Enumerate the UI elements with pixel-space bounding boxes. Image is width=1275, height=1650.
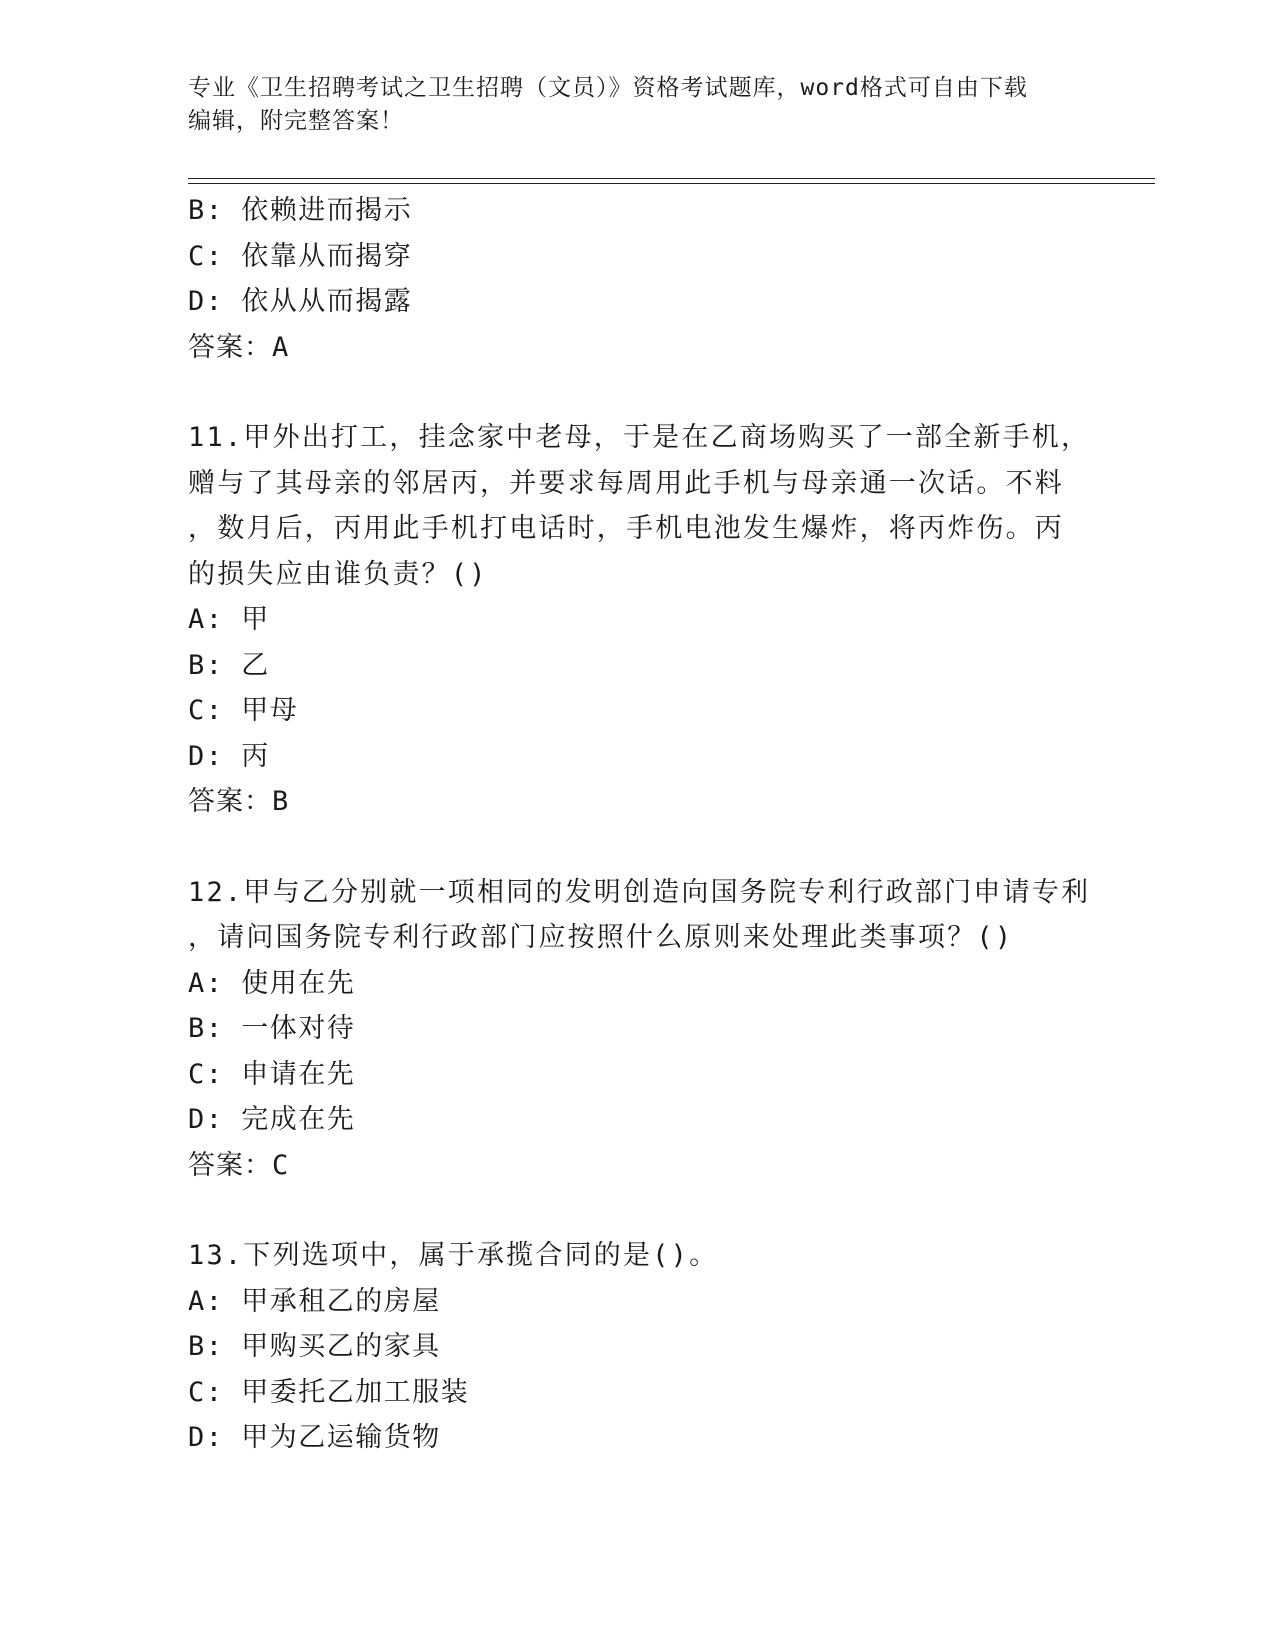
question-10 <box>188 188 1088 370</box>
option-b: B: 一体对待 <box>188 1013 356 1044</box>
option-d: D: 丙 <box>188 740 270 772</box>
answer-label: 答案： <box>188 1149 272 1181</box>
question-12 <box>188 870 1091 961</box>
option-d: D: 依从从而揭露 <box>188 286 413 317</box>
option-b: B: 甲购买乙的家具 <box>188 1331 441 1362</box>
question-text-line: 12.甲与乙分别就一项相同的发明创造向国务院专利行政部门申请专利 <box>188 876 1091 908</box>
header-line-2: 编辑，附完整答案！ <box>188 108 404 134</box>
question-11-options <box>188 597 1088 825</box>
option-c: C: 申请在先 <box>188 1058 356 1090</box>
question-text-line: 赠与了其母亲的邻居丙，并要求每周用此手机与母亲通一次话。不料 <box>188 467 1064 499</box>
option-a: A: 甲 <box>188 604 270 635</box>
header-divider-top <box>188 178 1155 179</box>
header-divider-bottom <box>188 183 1155 184</box>
option-d: D: 甲为乙运输货物 <box>188 1422 441 1453</box>
question-13 <box>188 1233 1088 1279</box>
option-c: C: 甲母 <box>188 695 299 726</box>
answer-value: C <box>272 1149 290 1181</box>
option-a: A: 使用在先 <box>188 967 356 999</box>
option-b: B: 乙 <box>188 649 270 681</box>
option-c: C: 依靠从而揭穿 <box>188 240 413 272</box>
question-11 <box>188 415 1091 597</box>
answer-line <box>188 325 1088 371</box>
option-d: D: 完成在先 <box>188 1104 356 1135</box>
question-text-line: 11.甲外出打工，挂念家中老母，于是在乙商场购买了一部全新手机， <box>188 422 1091 453</box>
question-content <box>188 188 1091 1461</box>
question-text-line: ，数月后，丙用此手机打电话时，手机电池发生爆炸，将丙炸伤。丙 <box>188 513 1064 544</box>
question-text-line: ，请问国务院专利行政部门应按照什么原则来处理此类事项？() <box>188 922 1014 953</box>
option-c: C: 甲委托乙加工服装 <box>188 1376 470 1408</box>
header-line-1: 专业《卫生招聘考试之卫生招聘（文员）》资格考试题库，word格式可自由下载 <box>188 75 1028 101</box>
document-header <box>188 72 1068 138</box>
question-13-options <box>188 1279 1088 1461</box>
answer-label: 答案： <box>188 786 272 817</box>
answer-value: B <box>272 786 290 817</box>
answer-line <box>188 779 1088 825</box>
answer-line <box>188 1143 1088 1189</box>
option-b: B: 依赖进而揭示 <box>188 195 413 226</box>
question-text-line: 13.下列选项中，属于承揽合同的是()。 <box>188 1240 719 1271</box>
question-text-line: 的损失应由谁负责？() <box>188 558 488 590</box>
answer-value: A <box>272 331 290 363</box>
answer-label: 答案： <box>188 331 272 363</box>
question-12-options <box>188 961 1088 1189</box>
option-a: A: 甲承租乙的房屋 <box>188 1285 441 1317</box>
